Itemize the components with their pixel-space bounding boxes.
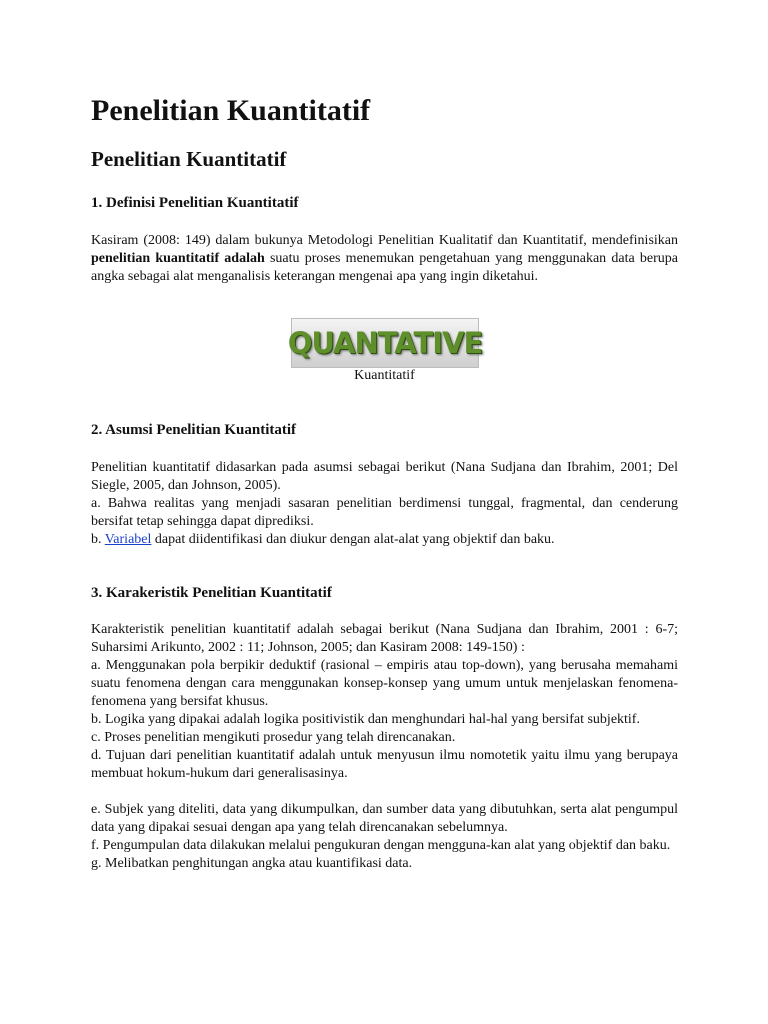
definition-text-bold: penelitian kuantitatif adalah — [91, 251, 265, 266]
characteristic-item-c: c. Proses penelitian mengikuti prosedur yang telah direncanakan. — [91, 730, 456, 745]
definition-paragraph — [91, 232, 678, 286]
assumption-block — [91, 459, 678, 549]
section-heading-karakteristik: 3. Karakeristik Penelitian Kuantitatif — [91, 585, 332, 601]
paragraph-gap — [91, 783, 678, 801]
section-heading-asumsi: 2. Asumsi Penelitian Kuantitatif — [91, 422, 297, 438]
quantative-image — [287, 318, 483, 368]
assumption-item-a: a. Bahwa realitas yang menjadi sasaran penelitian berdimensi tunggal, fragmental, dan cenderung bersifat tetap sehingga dapat diprediksi. — [91, 496, 678, 529]
definition-text-start: Kasiram (2008: 149) dalam bukunya Metodologi Penelitian Kualitatif dan Kuantitatif, mendefinisikan — [91, 233, 678, 248]
image-caption: Kuantitatif — [354, 368, 415, 383]
page-title: Penelitian Kuantitatif — [91, 94, 371, 127]
characteristic-intro: Karakteristik penelitian kuantitatif adalah sebagai berikut (Nana Sudjana dan Ibrahim, 2001 : 6-7; Suharsimi Arikunto, 2002 : 11; Johnson, 2005; dan Kasiram 2008: 149-150) : — [91, 622, 678, 655]
quantative-image-word: QUANTATIVE — [287, 326, 483, 360]
characteristic-block — [91, 621, 678, 873]
assumption-item-b — [91, 531, 678, 549]
characteristic-item-e: e. Subjek yang diteliti, data yang dikumpulkan, dan sumber data yang dibutuhkan, serta alat pengumpul data yang dipakai sesuai dengan apa yang telah direncanakan sebelumnya. — [91, 802, 678, 835]
assumption-item-b-text: dapat diidentifikasi dan diukur dengan alat-alat yang objektif dan baku. — [151, 532, 555, 547]
assumption-item-b-prefix: b. — [91, 532, 105, 547]
assumption-intro: Penelitian kuantitatif didasarkan pada asumsi sebagai berikut (Nana Sudjana dan Ibrahim, 2001; Del Siegle, 2005, dan Johnson, 2005). — [91, 460, 678, 493]
page-subtitle: Penelitian Kuantitatif — [91, 147, 287, 171]
definition-text-end: suatu proses menemukan pengetahuan yang menggunakan data berupa angka sebagai alat menganalisis keterangan mengenai apa yang ingin diketahui. — [91, 251, 678, 284]
variabel-link[interactable]: Variabel — [104, 532, 152, 547]
characteristic-item-g: g. Melibatkan penghitungan angka atau kuantifikasi data. — [91, 856, 413, 871]
characteristic-item-f: f. Pengumpulan data dilakukan melalui pengukuran dengan mengguna-kan alat yang objektif dan baku. — [91, 838, 671, 853]
characteristic-item-d: d. Tujuan dari penelitian kuantitatif adalah untuk menyusun ilmu nomotetik yaitu ilmu yang berupaya membuat hokum-hukum dari generalisasinya. — [91, 748, 678, 781]
characteristic-item-b: b. Logika yang dipakai adalah logika positivistik dan menghundari hal-hal yang bersifat subjektif. — [91, 712, 640, 727]
characteristic-item-a: a. Menggunakan pola berpikir deduktif (rasional – empiris atau top-down), yang berusaha memahami suatu fenomena dengan cara menggunakan konsep-konsep yang umum untuk menjelaskan fenomena-fenomena yang bersifat khusus. — [91, 658, 678, 709]
section-heading-definisi: 1. Definisi Penelitian Kuantitatif — [91, 195, 299, 211]
